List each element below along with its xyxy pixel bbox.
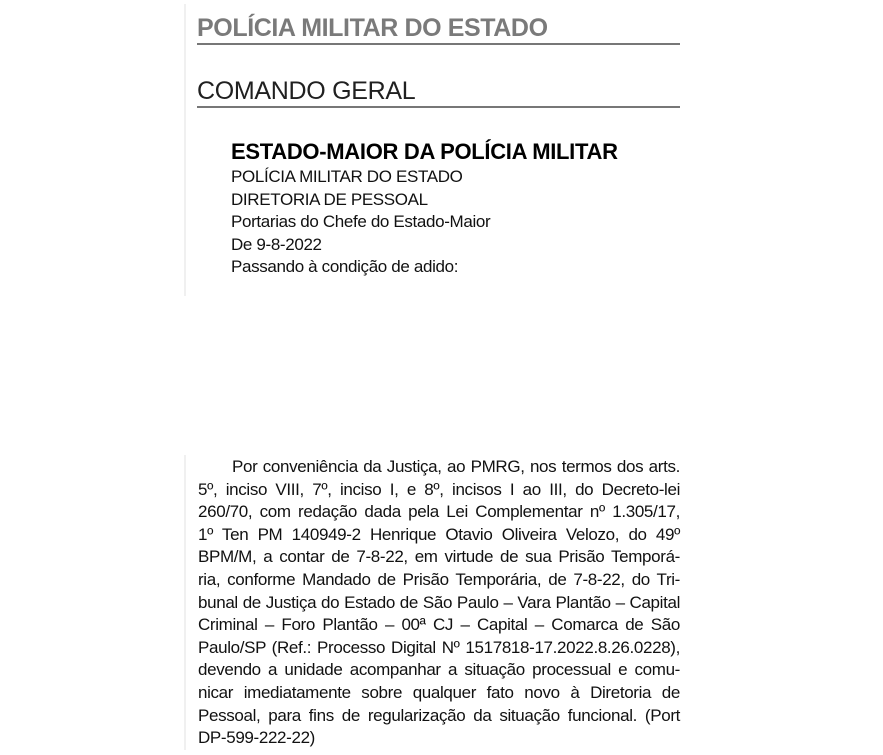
column-edge-bottom (184, 455, 186, 750)
body-line: bunal de Justiça do Estado de São Paulo – Vara Plantão – Capital (198, 592, 680, 612)
body-line: DP-599-222-22) (198, 728, 315, 748)
notice-line: DIRETORIA DE PESSOAL (231, 189, 428, 209)
notice-line: Passando à condição de adido: (231, 257, 459, 277)
notice-line: De 9-8-2022 (231, 234, 322, 254)
body-line: 5º, inciso VIII, 7º, inciso I, e 8º, incisos I ao III, do Decreto-lei (198, 479, 680, 499)
notice-line: POLÍCIA MILITAR DO ESTADO (231, 167, 463, 186)
body-line: Pessoal, para fins de regularização da situação funcional. (Port (198, 705, 680, 725)
body-line: 260/70, com redação dada pela Lei Complementar nº 1.305/17, (198, 502, 680, 522)
column-edge-top (184, 4, 186, 296)
body-line: BPM/M, a contar de 7-8-22, em virtude de sua Prisão Temporá- (198, 547, 680, 567)
body-line: Por conveniência da Justiça, ao PMRG, nos termos dos arts. (232, 457, 680, 476)
notice-body (198, 456, 680, 750)
body-line: ria, conforme Mandado de Prisão Temporária, de 7-8-22, do Tri- (198, 569, 680, 589)
body-line: devendo a unidade acompanhar a situação processual e comu- (198, 660, 680, 680)
notice-header (231, 138, 681, 279)
section-title: POLÍCIA MILITAR DO ESTADO (197, 13, 680, 45)
notice-heading: ESTADO-MAIOR DA POLÍCIA MILITAR (231, 139, 618, 164)
body-line: Criminal – Foro Plantão – 00ª CJ – Capital – Comarca de São (198, 615, 680, 635)
subsection-title: COMANDO GERAL (197, 76, 680, 108)
body-line: nicar imediatamente sobre qualquer fato novo à Diretoria de (198, 682, 680, 702)
body-line: 1º Ten PM 140949-2 Henrique Otavio Oliveira Velozo, do 49º (198, 524, 680, 544)
body-line: Paulo/SP (Ref.: Processo Digital Nº 1517818-17.2022.8.26.0228), (198, 637, 680, 657)
notice-line: Portarias do Chefe do Estado-Maior (231, 212, 491, 232)
